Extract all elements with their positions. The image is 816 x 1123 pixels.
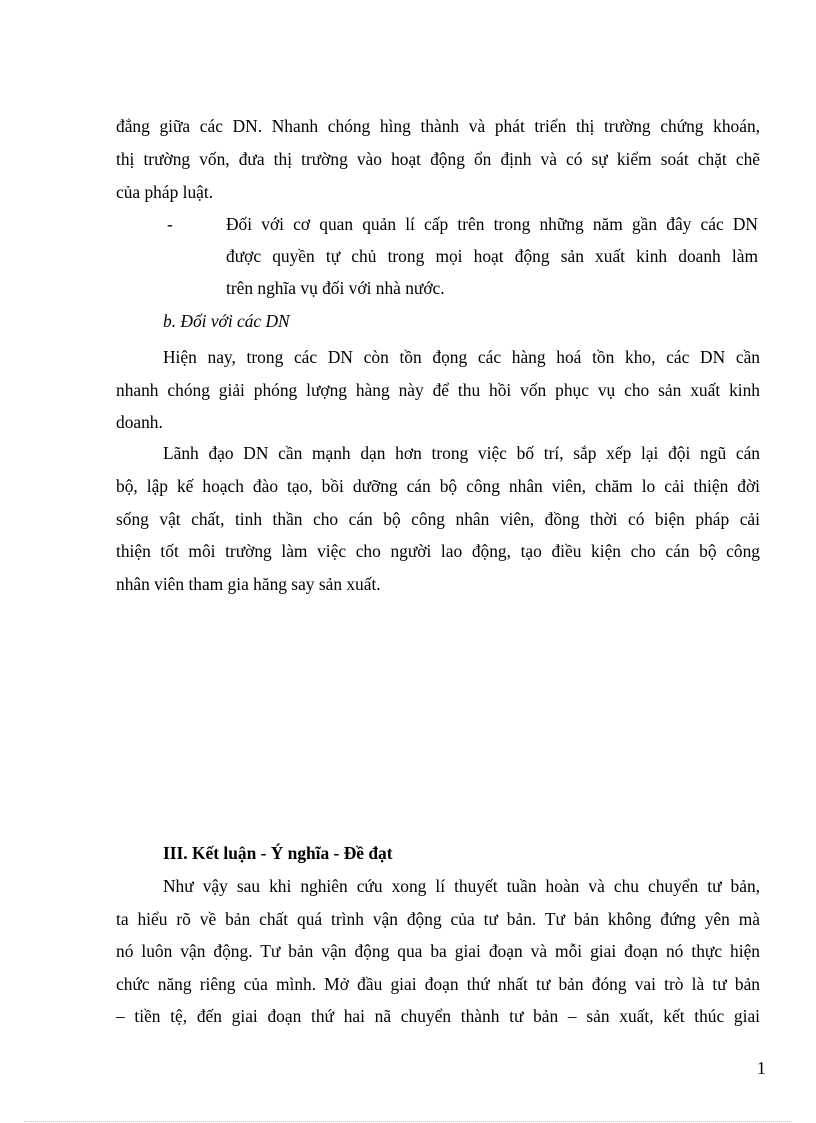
bullet-line-1: Đối với cơ quan quản lí cấp trên trong những năm gần đây các DN: [226, 214, 758, 234]
paragraph-4-line-3: nó luôn vận động. Tư bản vận động qua ba giai đoạn và mỗi giai đoạn nó thực hiện: [116, 941, 760, 961]
paragraph-3-line-1: Lãnh đạo DN cần mạnh dạn hơn trong việc bố trí, sắp xếp lại đội ngũ cán: [163, 443, 760, 463]
paragraph-2-line-1: Hiện nay, trong các DN còn tồn đọng các hàng hoá tồn kho, các DN cần: [163, 347, 760, 367]
subheading-b: b. Đối với các DN: [163, 311, 290, 331]
bullet-dash: -: [167, 214, 173, 234]
paragraph-3-line-4: thiện tốt môi trường làm việc cho người lao động, tạo điều kiện cho cán bộ công: [116, 541, 760, 561]
paragraph-3-line-3: sống vật chất, tinh thần cho cán bộ công nhân viên, đồng thời có biện pháp cải: [116, 509, 760, 529]
paragraph-4-line-5: – tiền tệ, đến giai đoạn thứ hai nã chuyển thành tư bản – sản xuất, kết thúc giai: [116, 1006, 760, 1026]
section-heading-iii: III. Kết luận - Ý nghĩa - Đề đạt: [163, 843, 393, 863]
paragraph-4-line-1: Như vậy sau khi nghiên cứu xong lí thuyết tuần hoàn và chu chuyển tư bản,: [163, 876, 760, 896]
paragraph-4-line-4: chức năng riêng của mình. Mở đầu giai đoạn thứ nhất tư bản đóng vai trò là tư bản: [116, 974, 760, 994]
paragraph-1-line-1: đẳng giữa các DN. Nhanh chóng hìng thành và phát triển thị trường chứng khoán,: [116, 116, 760, 136]
bullet-line-3: trên nghĩa vụ đối với nhà nước.: [226, 278, 445, 298]
paragraph-1-line-3: của pháp luật.: [116, 182, 214, 202]
paragraph-1-line-2: thị trường vốn, đưa thị trường vào hoạt động ổn định và có sự kiểm soát chặt chẽ: [116, 149, 760, 169]
paragraph-3-line-2: bộ, lập kế hoạch đào tạo, bồi dưỡng cán bộ công nhân viên, chăm lo cải thiện đời: [116, 476, 760, 496]
page-number: 1: [757, 1058, 766, 1078]
paragraph-2-line-3: doanh.: [116, 412, 163, 432]
page-bottom-rule: [24, 1121, 792, 1122]
paragraph-3-line-5: nhân viên tham gia hăng say sản xuất.: [116, 574, 381, 594]
paragraph-4-line-2: ta hiểu rõ về bản chất quá trình vận động của tư bản. Tư bản không đứng yên mà: [116, 909, 760, 929]
paragraph-2-line-2: nhanh chóng giải phóng lượng hàng này để thu hồi vốn phục vụ cho sản xuất kinh: [116, 380, 760, 400]
bullet-line-2: được quyền tự chủ trong mọi hoạt động sản xuất kinh doanh làm: [226, 246, 758, 266]
